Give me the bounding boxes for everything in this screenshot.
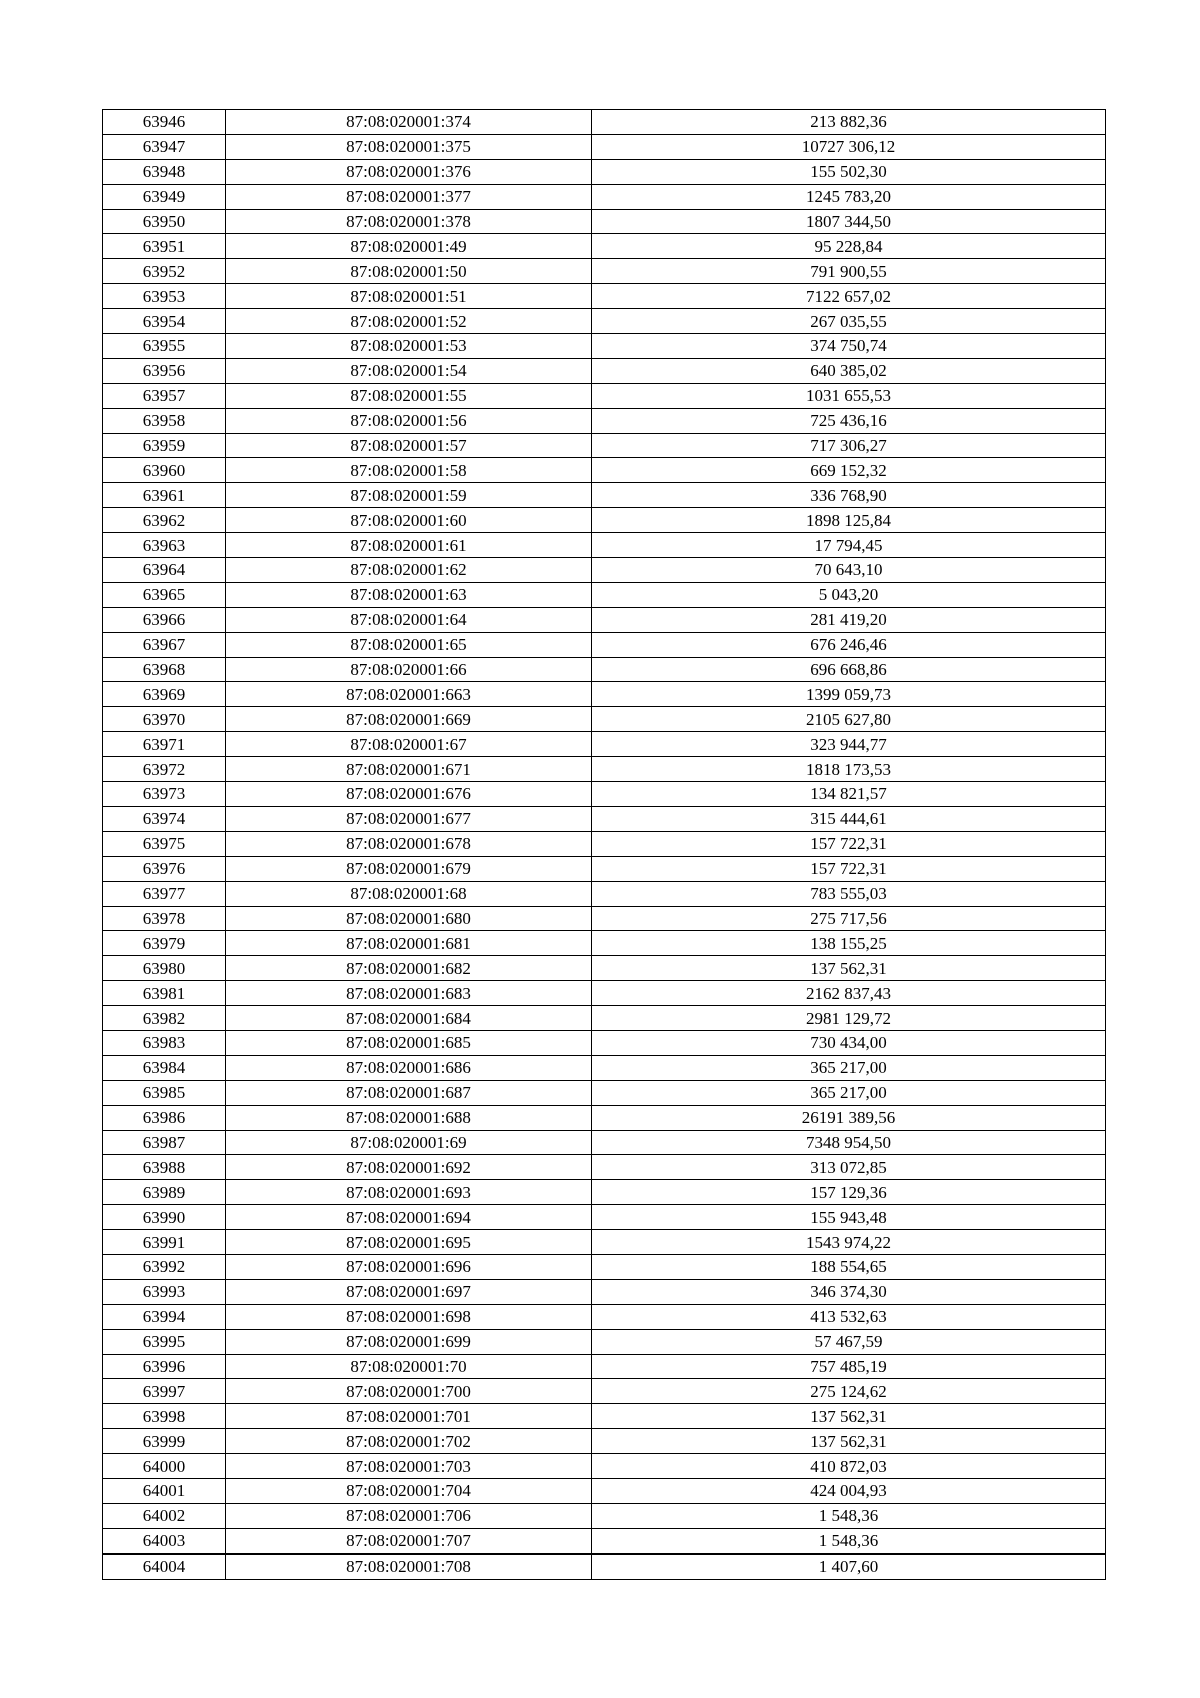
value-cell: 791 900,55 (592, 259, 1106, 284)
cadastral-number-cell: 87:08:020001:677 (226, 806, 592, 831)
row-number-cell: 63947 (103, 134, 226, 159)
value-cell: 313 072,85 (592, 1155, 1106, 1180)
value-cell: 717 306,27 (592, 433, 1106, 458)
table-body (103, 110, 1106, 1580)
value-cell: 640 385,02 (592, 358, 1106, 383)
value-cell: 134 821,57 (592, 782, 1106, 807)
table-row (103, 632, 1106, 657)
table-row (103, 757, 1106, 782)
row-number-cell: 63971 (103, 732, 226, 757)
table-row (103, 1404, 1106, 1429)
cadastral-number-cell: 87:08:020001:53 (226, 334, 592, 359)
row-number-cell: 63964 (103, 558, 226, 583)
value-cell: 26191 389,56 (592, 1105, 1106, 1130)
table-row (103, 209, 1106, 234)
table-row (103, 906, 1106, 931)
cadastral-number-cell: 87:08:020001:700 (226, 1379, 592, 1404)
table-row (103, 1180, 1106, 1205)
value-cell: 1245 783,20 (592, 184, 1106, 209)
table-row (103, 234, 1106, 259)
table-row (103, 1254, 1106, 1279)
cadastral-number-cell: 87:08:020001:684 (226, 1006, 592, 1031)
value-cell: 5 043,20 (592, 582, 1106, 607)
row-number-cell: 63978 (103, 906, 226, 931)
table-row (103, 1279, 1106, 1304)
table-row (103, 607, 1106, 632)
cadastral-number-cell: 87:08:020001:687 (226, 1080, 592, 1105)
cadastral-number-cell: 87:08:020001:697 (226, 1279, 592, 1304)
cadastral-number-cell: 87:08:020001:678 (226, 831, 592, 856)
value-cell: 757 485,19 (592, 1354, 1106, 1379)
table-row (103, 1155, 1106, 1180)
cadastral-number-cell: 87:08:020001:702 (226, 1429, 592, 1454)
value-cell: 137 562,31 (592, 1429, 1106, 1454)
cadastral-number-cell: 87:08:020001:51 (226, 284, 592, 309)
cadastral-number-cell: 87:08:020001:669 (226, 707, 592, 732)
row-number-cell: 63968 (103, 657, 226, 682)
row-number-cell: 63961 (103, 483, 226, 508)
cadastral-number-cell: 87:08:020001:701 (226, 1404, 592, 1429)
cadastral-number-cell: 87:08:020001:62 (226, 558, 592, 583)
table-row (103, 931, 1106, 956)
row-number-cell: 63987 (103, 1130, 226, 1155)
row-number-cell: 63965 (103, 582, 226, 607)
cadastral-number-cell: 87:08:020001:703 (226, 1454, 592, 1479)
value-cell: 267 035,55 (592, 309, 1106, 334)
row-number-cell: 63994 (103, 1304, 226, 1329)
value-cell: 7122 657,02 (592, 284, 1106, 309)
row-number-cell: 63985 (103, 1080, 226, 1105)
value-cell: 213 882,36 (592, 110, 1106, 135)
row-number-cell: 63981 (103, 981, 226, 1006)
cadastral-number-cell: 87:08:020001:695 (226, 1230, 592, 1255)
row-number-cell: 63990 (103, 1205, 226, 1230)
table-row (103, 682, 1106, 707)
row-number-cell: 63977 (103, 881, 226, 906)
table-row (103, 582, 1106, 607)
value-cell: 70 643,10 (592, 558, 1106, 583)
row-number-cell: 63962 (103, 508, 226, 533)
row-number-cell: 64002 (103, 1503, 226, 1528)
value-cell: 676 246,46 (592, 632, 1106, 657)
row-number-cell: 63969 (103, 682, 226, 707)
cadastral-number-cell: 87:08:020001:49 (226, 234, 592, 259)
row-number-cell: 63993 (103, 1279, 226, 1304)
row-number-cell: 63975 (103, 831, 226, 856)
row-number-cell: 63979 (103, 931, 226, 956)
table-row (103, 309, 1106, 334)
value-cell: 155 943,48 (592, 1205, 1106, 1230)
row-number-cell: 63955 (103, 334, 226, 359)
value-cell: 1898 125,84 (592, 508, 1106, 533)
cadastral-number-cell: 87:08:020001:59 (226, 483, 592, 508)
row-number-cell: 63946 (103, 110, 226, 135)
row-number-cell: 64000 (103, 1454, 226, 1479)
table-row (103, 707, 1106, 732)
table-row (103, 358, 1106, 383)
row-number-cell: 63989 (103, 1180, 226, 1205)
table-row (103, 1454, 1106, 1479)
value-cell: 157 129,36 (592, 1180, 1106, 1205)
row-number-cell: 63972 (103, 757, 226, 782)
row-number-cell: 63966 (103, 607, 226, 632)
cadastral-number-cell: 87:08:020001:676 (226, 782, 592, 807)
cadastral-number-cell: 87:08:020001:56 (226, 408, 592, 433)
cadastral-number-cell: 87:08:020001:378 (226, 209, 592, 234)
table-row (103, 806, 1106, 831)
value-cell: 1 548,36 (592, 1503, 1106, 1528)
value-cell: 1543 974,22 (592, 1230, 1106, 1255)
table-row (103, 383, 1106, 408)
table-row (103, 134, 1106, 159)
value-cell: 281 419,20 (592, 607, 1106, 632)
table-row (103, 1554, 1106, 1579)
table-row (103, 558, 1106, 583)
value-cell: 1807 344,50 (592, 209, 1106, 234)
row-number-cell: 63984 (103, 1055, 226, 1080)
value-cell: 7348 954,50 (592, 1130, 1106, 1155)
row-number-cell: 63982 (103, 1006, 226, 1031)
row-number-cell: 63970 (103, 707, 226, 732)
row-number-cell: 63949 (103, 184, 226, 209)
table-row (103, 334, 1106, 359)
table-row (103, 1528, 1106, 1553)
cadastral-number-cell: 87:08:020001:68 (226, 881, 592, 906)
row-number-cell: 63995 (103, 1329, 226, 1354)
row-number-cell: 63983 (103, 1030, 226, 1055)
table-row (103, 1055, 1106, 1080)
table-row (103, 508, 1106, 533)
table-row (103, 657, 1106, 682)
cadastral-number-cell: 87:08:020001:67 (226, 732, 592, 757)
table-row (103, 1329, 1106, 1354)
cadastral-number-cell: 87:08:020001:66 (226, 657, 592, 682)
row-number-cell: 63986 (103, 1105, 226, 1130)
cadastral-number-cell: 87:08:020001:375 (226, 134, 592, 159)
table-row (103, 533, 1106, 558)
cadastral-number-cell: 87:08:020001:64 (226, 607, 592, 632)
value-cell: 2981 129,72 (592, 1006, 1106, 1031)
table-row (103, 433, 1106, 458)
table-row (103, 1478, 1106, 1503)
cadastral-number-cell: 87:08:020001:60 (226, 508, 592, 533)
cadastral-number-cell: 87:08:020001:61 (226, 533, 592, 558)
cadastral-number-cell: 87:08:020001:58 (226, 458, 592, 483)
cadastral-number-cell: 87:08:020001:693 (226, 1180, 592, 1205)
value-cell: 137 562,31 (592, 956, 1106, 981)
row-number-cell: 63958 (103, 408, 226, 433)
row-number-cell: 63996 (103, 1354, 226, 1379)
cadastral-number-cell: 87:08:020001:692 (226, 1155, 592, 1180)
cadastral-number-cell: 87:08:020001:698 (226, 1304, 592, 1329)
cadastral-number-cell: 87:08:020001:704 (226, 1478, 592, 1503)
cadastral-number-cell: 87:08:020001:52 (226, 309, 592, 334)
cadastral-number-cell: 87:08:020001:706 (226, 1503, 592, 1528)
table-row (103, 1379, 1106, 1404)
table-row (103, 1105, 1106, 1130)
value-cell: 1 548,36 (592, 1528, 1106, 1553)
value-cell: 696 668,86 (592, 657, 1106, 682)
row-number-cell: 64004 (103, 1554, 226, 1579)
value-cell: 336 768,90 (592, 483, 1106, 508)
table-row (103, 159, 1106, 184)
table-row (103, 284, 1106, 309)
table-row (103, 956, 1106, 981)
cadastral-number-cell: 87:08:020001:374 (226, 110, 592, 135)
value-cell: 188 554,65 (592, 1254, 1106, 1279)
value-cell: 275 717,56 (592, 906, 1106, 931)
cadastral-number-cell: 87:08:020001:57 (226, 433, 592, 458)
cadastral-number-cell: 87:08:020001:688 (226, 1105, 592, 1130)
cadastral-number-cell: 87:08:020001:663 (226, 682, 592, 707)
cadastral-number-cell: 87:08:020001:377 (226, 184, 592, 209)
table-row (103, 1354, 1106, 1379)
value-cell: 157 722,31 (592, 831, 1106, 856)
value-cell: 1399 059,73 (592, 682, 1106, 707)
value-cell: 1 407,60 (592, 1554, 1106, 1579)
row-number-cell: 63954 (103, 309, 226, 334)
row-number-cell: 63991 (103, 1230, 226, 1255)
table-row (103, 259, 1106, 284)
cadastral-number-cell: 87:08:020001:54 (226, 358, 592, 383)
row-number-cell: 63950 (103, 209, 226, 234)
value-cell: 1031 655,53 (592, 383, 1106, 408)
row-number-cell: 63953 (103, 284, 226, 309)
row-number-cell: 63956 (103, 358, 226, 383)
value-cell: 157 722,31 (592, 856, 1106, 881)
row-number-cell: 63963 (103, 533, 226, 558)
table-row (103, 1130, 1106, 1155)
table-row (103, 782, 1106, 807)
value-cell: 17 794,45 (592, 533, 1106, 558)
cadastral-number-cell: 87:08:020001:696 (226, 1254, 592, 1279)
row-number-cell: 63959 (103, 433, 226, 458)
table-row (103, 1429, 1106, 1454)
cadastral-number-cell: 87:08:020001:50 (226, 259, 592, 284)
value-cell: 155 502,30 (592, 159, 1106, 184)
cadastral-number-cell: 87:08:020001:681 (226, 931, 592, 956)
row-number-cell: 63967 (103, 632, 226, 657)
table-row (103, 1230, 1106, 1255)
value-cell: 725 436,16 (592, 408, 1106, 433)
cadastral-number-cell: 87:08:020001:680 (226, 906, 592, 931)
value-cell: 95 228,84 (592, 234, 1106, 259)
table-row (103, 458, 1106, 483)
cadastral-number-cell: 87:08:020001:65 (226, 632, 592, 657)
table-row (103, 1205, 1106, 1230)
value-cell: 413 532,63 (592, 1304, 1106, 1329)
cadastral-number-cell: 87:08:020001:699 (226, 1329, 592, 1354)
row-number-cell: 63948 (103, 159, 226, 184)
value-cell: 346 374,30 (592, 1279, 1106, 1304)
value-cell: 365 217,00 (592, 1055, 1106, 1080)
value-cell: 2105 627,80 (592, 707, 1106, 732)
row-number-cell: 63988 (103, 1155, 226, 1180)
value-cell: 138 155,25 (592, 931, 1106, 956)
row-number-cell: 63992 (103, 1254, 226, 1279)
table-row (103, 110, 1106, 135)
value-cell: 10727 306,12 (592, 134, 1106, 159)
table-row (103, 408, 1106, 433)
cadastral-number-cell: 87:08:020001:694 (226, 1205, 592, 1230)
value-cell: 1818 173,53 (592, 757, 1106, 782)
value-cell: 424 004,93 (592, 1478, 1106, 1503)
value-cell: 365 217,00 (592, 1080, 1106, 1105)
cadastral-number-cell: 87:08:020001:685 (226, 1030, 592, 1055)
table-row (103, 1503, 1106, 1528)
table-row (103, 1006, 1106, 1031)
table-row (103, 831, 1106, 856)
row-number-cell: 63951 (103, 234, 226, 259)
value-cell: 2162 837,43 (592, 981, 1106, 1006)
table-row (103, 856, 1106, 881)
table-row (103, 1080, 1106, 1105)
value-cell: 410 872,03 (592, 1454, 1106, 1479)
row-number-cell: 64003 (103, 1528, 226, 1553)
cadastral-number-cell: 87:08:020001:63 (226, 582, 592, 607)
cadastral-number-cell: 87:08:020001:376 (226, 159, 592, 184)
cadastral-number-cell: 87:08:020001:69 (226, 1130, 592, 1155)
value-cell: 669 152,32 (592, 458, 1106, 483)
table-row (103, 881, 1106, 906)
row-number-cell: 63997 (103, 1379, 226, 1404)
row-number-cell: 63957 (103, 383, 226, 408)
value-cell: 137 562,31 (592, 1404, 1106, 1429)
value-cell: 374 750,74 (592, 334, 1106, 359)
cadastral-number-cell: 87:08:020001:671 (226, 757, 592, 782)
row-number-cell: 63974 (103, 806, 226, 831)
value-cell: 57 467,59 (592, 1329, 1106, 1354)
value-cell: 730 434,00 (592, 1030, 1106, 1055)
table-row (103, 483, 1106, 508)
cadastral-number-cell: 87:08:020001:679 (226, 856, 592, 881)
table-row (103, 1030, 1106, 1055)
row-number-cell: 63973 (103, 782, 226, 807)
row-number-cell: 63976 (103, 856, 226, 881)
cadastral-number-cell: 87:08:020001:682 (226, 956, 592, 981)
table-row (103, 184, 1106, 209)
row-number-cell: 63999 (103, 1429, 226, 1454)
cadastral-value-table (102, 109, 1106, 1580)
cadastral-number-cell: 87:08:020001:683 (226, 981, 592, 1006)
cadastral-number-cell: 87:08:020001:708 (226, 1554, 592, 1579)
value-cell: 275 124,62 (592, 1379, 1106, 1404)
cadastral-number-cell: 87:08:020001:686 (226, 1055, 592, 1080)
value-cell: 315 444,61 (592, 806, 1106, 831)
table-row (103, 732, 1106, 757)
value-cell: 323 944,77 (592, 732, 1106, 757)
value-cell: 783 555,03 (592, 881, 1106, 906)
row-number-cell: 63952 (103, 259, 226, 284)
cadastral-number-cell: 87:08:020001:55 (226, 383, 592, 408)
table-row (103, 1304, 1106, 1329)
cadastral-number-cell: 87:08:020001:70 (226, 1354, 592, 1379)
row-number-cell: 63980 (103, 956, 226, 981)
cadastral-number-cell: 87:08:020001:707 (226, 1528, 592, 1553)
row-number-cell: 64001 (103, 1478, 226, 1503)
row-number-cell: 63960 (103, 458, 226, 483)
table-row (103, 981, 1106, 1006)
row-number-cell: 63998 (103, 1404, 226, 1429)
